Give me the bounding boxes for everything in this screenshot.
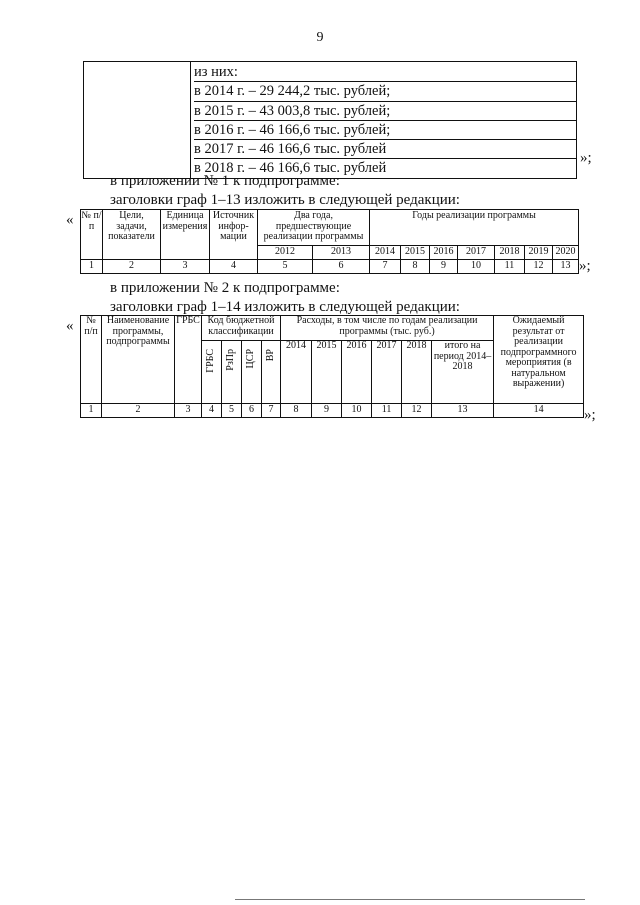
column-number: 6 — [242, 404, 262, 418]
column-number: 8 — [401, 260, 430, 274]
table1-headers — [80, 209, 579, 274]
funding-line: в 2015 г. – 43 003,8 тыс. рублей; — [194, 102, 576, 121]
column-number: 2 — [103, 260, 161, 274]
header-unit: Единица измерения — [161, 210, 210, 260]
column-number: 10 — [458, 260, 495, 274]
column-number: 12 — [402, 404, 432, 418]
code-label: ВР — [264, 349, 276, 362]
page-number: 9 — [316, 30, 324, 45]
year-cell: 2016 — [430, 246, 458, 260]
column-number: 13 — [553, 260, 579, 274]
column-number: 9 — [312, 404, 342, 418]
column-number: 4 — [202, 404, 222, 418]
header-expenses: Расходы, в том числе по годам реализации программы (тыс. руб.) — [281, 316, 494, 341]
funding-line: в 2016 г. – 46 166,6 тыс. рублей; — [194, 121, 576, 140]
funding-line: в 2018 г. – 46 166,6 тыс. рублей — [194, 160, 387, 177]
column-number: 1 — [81, 404, 102, 418]
column-number: 5 — [222, 404, 242, 418]
section1-line1: в приложении № 1 к подпрограмме: — [110, 173, 340, 189]
code-grbs-cell — [202, 341, 222, 404]
section1-line2: заголовки граф 1–13 изложить в следующей редакции: — [110, 192, 460, 208]
opening-quote: « — [66, 318, 74, 334]
column-number: 3 — [161, 260, 210, 274]
code-label: РзПр — [225, 349, 237, 371]
closing-quote: »; — [584, 407, 596, 423]
code-label: ЦСР — [245, 349, 257, 369]
closing-quote: »; — [579, 258, 591, 274]
column-number: 13 — [432, 404, 494, 418]
funding-line: в 2014 г. – 29 244,2 тыс. рублей; — [194, 82, 576, 101]
column-number: 7 — [262, 404, 281, 418]
column-number: 8 — [281, 404, 312, 418]
column-number: 4 — [210, 260, 258, 274]
opening-quote: « — [66, 212, 74, 228]
year-cell: 2018 — [402, 341, 432, 404]
column-number: 9 — [430, 260, 458, 274]
header-budget-code: Код бюджетной классификации — [202, 316, 281, 341]
column-number: 10 — [342, 404, 372, 418]
year-cell: 2014 — [281, 341, 312, 404]
funding-lines-cell — [191, 62, 577, 179]
year-cell: 2012 — [258, 246, 313, 260]
funding-continuation-table — [83, 61, 577, 179]
footer-rule — [235, 899, 585, 900]
year-cell: 2014 — [370, 246, 401, 260]
section2-line1: в приложении № 2 к подпрограмме: — [110, 280, 340, 296]
empty-cell — [84, 62, 191, 179]
year-cell: 2017 — [372, 341, 402, 404]
funding-line: из них: — [194, 63, 576, 82]
year-cell: 2020 — [553, 246, 579, 260]
closing-quote: »; — [580, 150, 592, 166]
year-cell: 2015 — [401, 246, 430, 260]
header-total: итого на период 2014–2018 — [432, 341, 494, 404]
year-cell: 2018 — [495, 246, 525, 260]
header-name: Наименование программы, подпрограммы — [102, 316, 175, 404]
header-expected-result: Ожидаемый результат от реализации подпрограммного мероприятия (в натуральном выражении) — [494, 316, 584, 404]
column-number: 3 — [175, 404, 202, 418]
header-grbs: ГРБС — [175, 316, 202, 404]
header-no: № п/п — [81, 210, 103, 260]
funding-line: в 2017 г. – 46 166,6 тыс. рублей — [194, 140, 576, 159]
section2-line2: заголовки граф 1–14 изложить в следующей редакции: — [110, 299, 460, 315]
year-cell: 2013 — [313, 246, 370, 260]
year-cell: 2019 — [525, 246, 553, 260]
header-source: Источник инфор-мации — [210, 210, 258, 260]
code-csr-cell — [242, 341, 262, 404]
column-number: 12 — [525, 260, 553, 274]
table2-headers — [80, 315, 584, 418]
column-number: 6 — [313, 260, 370, 274]
code-rzpr-cell — [222, 341, 242, 404]
code-vr-cell — [262, 341, 281, 404]
column-number: 2 — [102, 404, 175, 418]
code-label: ГРБС — [205, 349, 217, 373]
header-goals: Цели, задачи, показатели — [103, 210, 161, 260]
column-number: 7 — [370, 260, 401, 274]
header-no: № п/п — [81, 316, 102, 404]
year-cell: 2016 — [342, 341, 372, 404]
column-number: 5 — [258, 260, 313, 274]
year-cell: 2015 — [312, 341, 342, 404]
column-number: 14 — [494, 404, 584, 418]
header-years: Годы реализации программы — [370, 210, 579, 246]
column-number: 11 — [495, 260, 525, 274]
column-number: 1 — [81, 260, 103, 274]
year-cell: 2017 — [458, 246, 495, 260]
column-number: 11 — [372, 404, 402, 418]
header-two-years: Два года, предшествующие реализации программы — [258, 210, 370, 246]
